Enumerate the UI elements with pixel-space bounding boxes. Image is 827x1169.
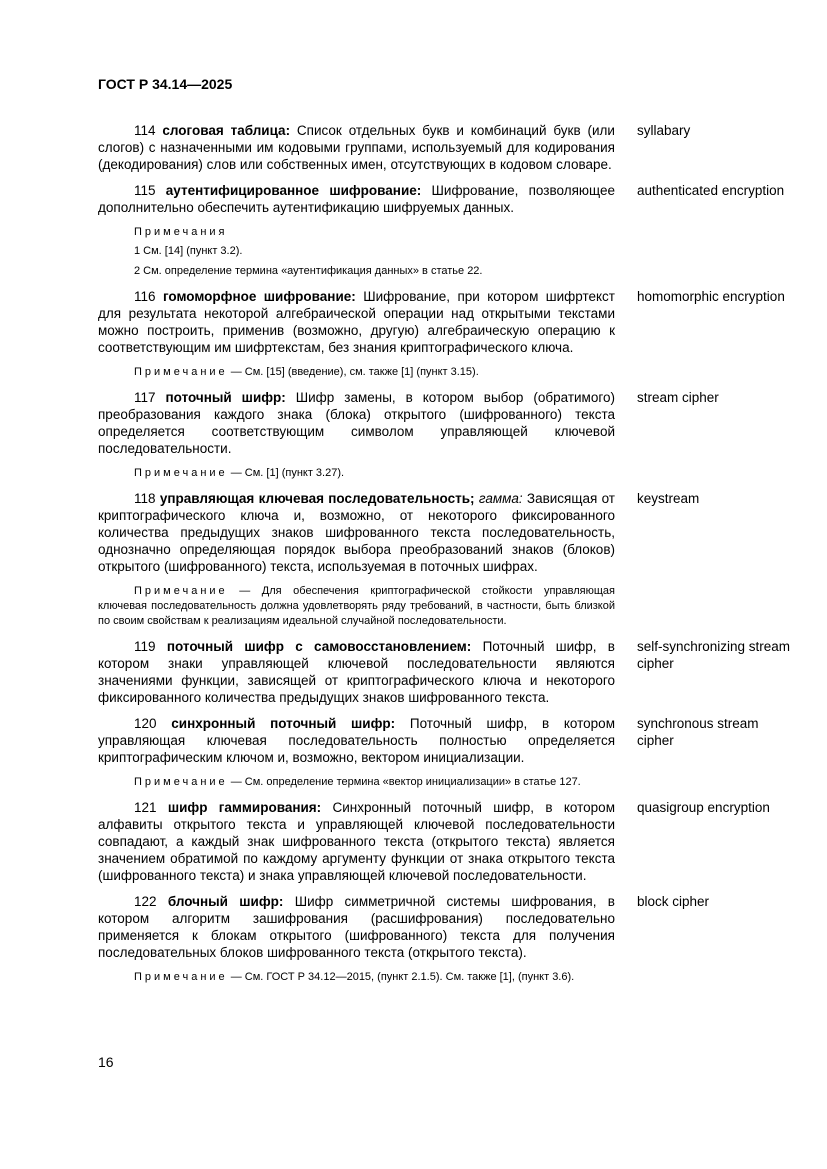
term-number: 121 — [134, 800, 157, 815]
term-entry-114 — [98, 122, 798, 173]
term-entry-118 — [98, 490, 798, 575]
term-number: 120 — [134, 716, 157, 731]
term-definition — [98, 490, 615, 575]
term-number: 117 — [134, 390, 156, 405]
term-text: Поточный шифр, в котором знаки управляющей ключевой последовательности являются значениями функции, зависящей от криптографического ключа и некоторого фиксированного количества предыдущих знаков шифрованного текста. — [98, 639, 615, 705]
note-text: — Для обеспечения криптографической стойкости управляющая ключевая последовательность должна удовлетворять ряду требований, в частности, быть близкой по своим свойствам к реализациям идеальной случайной последовательности. — [98, 585, 615, 627]
note-text: — См. определение термина «вектор инициализации» в статье 127. — [230, 776, 581, 788]
note-text: — См. ГОСТ Р 34.12—2015, (пункт 2.1.5). См. также [1], (пункт 3.6). — [230, 971, 575, 983]
term-definition — [98, 715, 615, 766]
note-heading: Примечания — [134, 226, 228, 238]
term-name: поточный шифр: — [165, 390, 286, 405]
term-definition — [98, 288, 615, 356]
term-name: управляющая ключевая последовательность; — [159, 491, 475, 506]
term-name: шифр гаммирования: — [167, 800, 322, 815]
term-note — [98, 365, 615, 380]
term-text: Шифр замены, в котором выбор (обратимого) преобразования каждого знака (блока) открытого (шифрованного) текста определяется соответствующим символом управляющей ключевой последовательности. — [98, 390, 615, 456]
term-definition — [98, 389, 615, 457]
term-entry-116 — [98, 288, 798, 356]
note-label: Примечание — [134, 467, 228, 479]
term-number: 118 — [134, 491, 156, 506]
term-name: гомоморфное шифрование: — [162, 289, 356, 304]
term-entry-122 — [98, 893, 798, 961]
term-english: stream cipher — [637, 390, 719, 405]
term-note — [98, 584, 615, 629]
term-text: Поточный шифр, в котором управляющая ключевая последовательность полностью определяется криптографическим ключом и, возможно, вектором инициализации. — [98, 716, 615, 765]
term-text: Шифрование, при котором шифртекст для результата некоторой алгебраической операции над открытыми текстами можно построить, применив (возможно, другую) алгебраическую операцию к соответствующим им шифртекстам, без знания криптографического ключа. — [98, 289, 615, 355]
term-entry-117 — [98, 389, 798, 457]
term-english: homomorphic encryption — [637, 289, 785, 304]
term-name: слоговая таблица: — [162, 123, 291, 138]
note-label: Примечание — [134, 366, 228, 378]
term-entry-121 — [98, 799, 798, 884]
term-name: синхронный поточный шифр: — [171, 716, 396, 731]
term-text: Шифрование, позволяющее дополнительно обеспечить аутентификацию шифруемых данных. — [98, 183, 615, 215]
term-english: syllabary — [637, 123, 691, 138]
term-note — [98, 466, 615, 481]
term-name: аутентифицированное шифрование: — [165, 183, 422, 198]
term-definition — [98, 893, 615, 961]
term-entry-115 — [98, 182, 798, 216]
term-english: keystream — [637, 491, 700, 506]
note-text: — См. [1] (пункт 3.27). — [230, 467, 345, 479]
term-english: self-synchronizing stream cipher — [637, 639, 791, 671]
term-text: Шифр симметричной системы шифрования, в котором алгоритм зашифрования (расшифрования) последовательно применяется к блокам открытого (шифрованного) текста для получения последовательных блоков шифрованного текста (открытого текста). — [98, 894, 615, 960]
term-text: Зависящая от криптографического ключа и, возможно, от некоторого фиксированного количества предыдущих знаков шифрованного текста последовательность, однозначно определяющая порядок выбора преобразований знаков (блоков) открытого (шифрованного) текста, используемая в поточных шифрах. — [98, 491, 615, 574]
term-text: Список отдельных букв и комбинаций букв (или слогов) с назначенными им кодовыми группами, используемый для кодирования (декодирования) слов или собственных имен, отсутствующих в кодовом словаре. — [98, 123, 615, 172]
term-number: 116 — [134, 289, 156, 304]
term-english: block cipher — [637, 894, 710, 909]
term-definition — [98, 182, 615, 216]
term-english: synchronous stream cipher — [637, 716, 759, 748]
term-number: 122 — [134, 894, 157, 909]
note-text: — См. [15] (введение), см. также [1] (пункт 3.15). — [230, 366, 479, 378]
term-note — [98, 775, 615, 790]
term-note — [98, 970, 615, 985]
term-english: quasigroup encryption — [637, 800, 770, 815]
note-label: Примечание — [134, 971, 228, 983]
note-label: Примечание — [134, 585, 228, 597]
term-text: Синхронный поточный шифр, в котором алфавиты открытого текста и управляющей ключевой последовательности совпадают, а каждый знак шифрованного текста (открытого текста) является значением обратимой по каждому аргументу функции от знака открытого текста (шифрованного текста) и знака управляющей ключевой последовательности. — [98, 800, 615, 883]
term-entry-120 — [98, 715, 798, 766]
term-definition — [98, 122, 615, 173]
term-definition — [98, 638, 615, 706]
term-name: поточный шифр с самовосстановлением: — [166, 639, 472, 654]
term-english: authenticated encryption — [637, 183, 785, 198]
note-item: 1 См. [14] (пункт 3.2). — [134, 245, 243, 257]
term-number: 115 — [134, 183, 156, 198]
page-number: 16 — [98, 1054, 114, 1070]
document-header: ГОСТ Р 34.14—2025 — [98, 76, 233, 92]
term-definition — [98, 799, 615, 884]
note-item: 2 См. определение термина «аутентификация данных» в статье 22. — [134, 265, 483, 277]
term-synonym: гамма: — [478, 491, 523, 506]
term-name: блочный шифр: — [167, 894, 284, 909]
term-number: 119 — [134, 639, 156, 654]
term-entry-119 — [98, 638, 798, 706]
note-label: Примечание — [134, 776, 228, 788]
terms-list — [98, 122, 798, 994]
term-number: 114 — [134, 123, 156, 138]
